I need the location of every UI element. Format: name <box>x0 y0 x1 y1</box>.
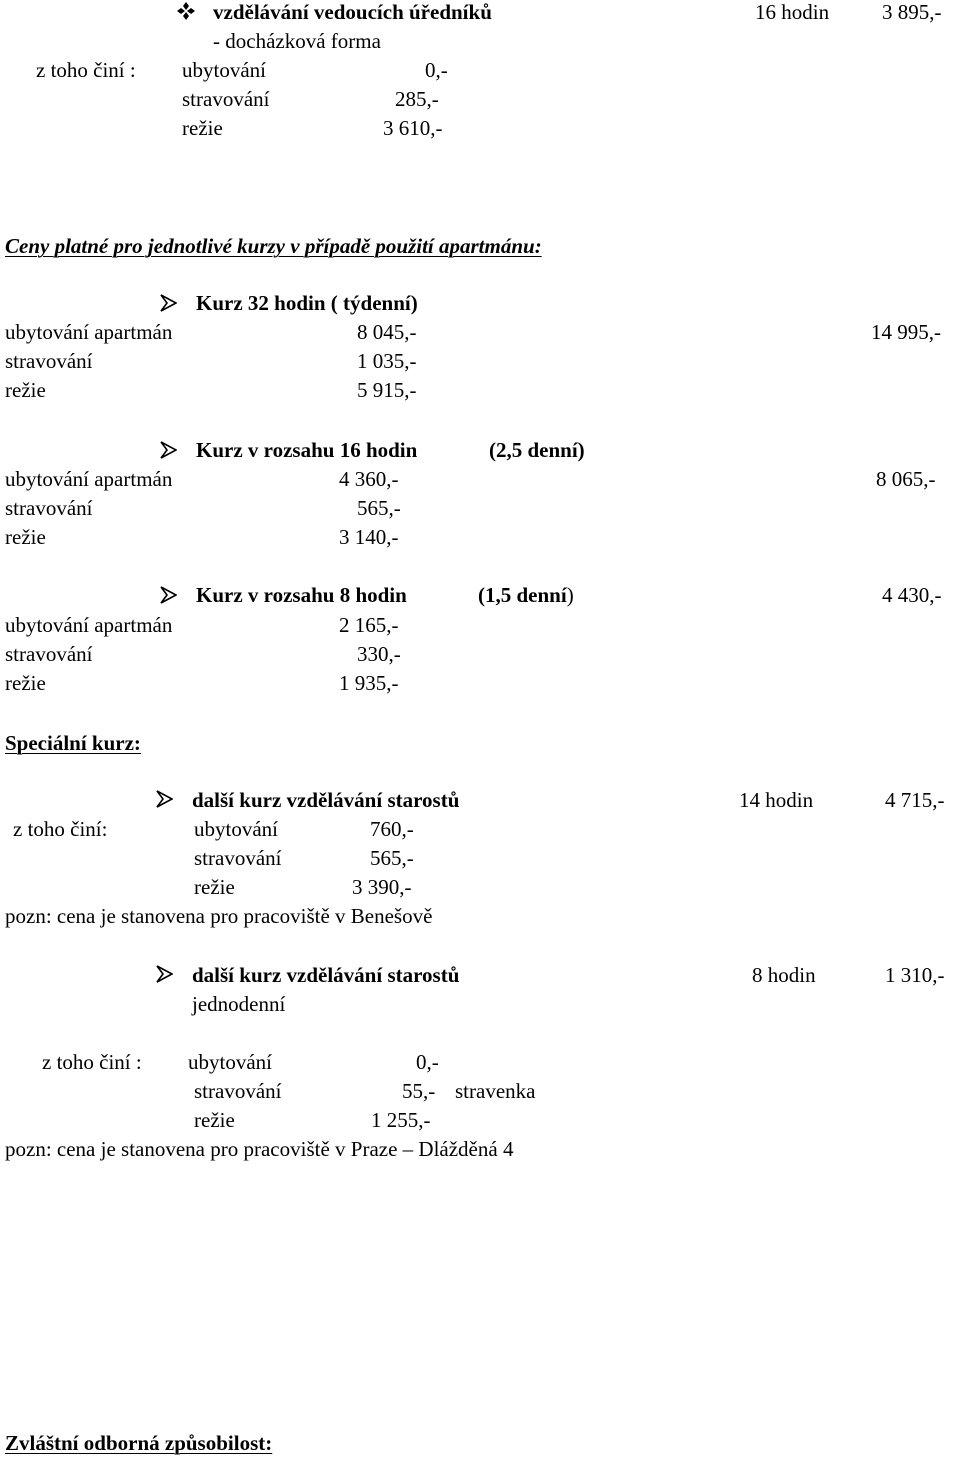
course-total: 3 895,- <box>882 0 942 24</box>
row-label: ubytování apartmán <box>5 320 173 344</box>
row-value: 1 035,- <box>357 349 417 373</box>
course-total: 1 310,- <box>885 963 945 987</box>
course-hours: 16 hodin <box>755 0 830 24</box>
row-label: režie <box>5 378 46 402</box>
row-label: ubytování <box>188 1050 272 1074</box>
row-value: 0,- <box>416 1050 439 1074</box>
arrow-bullet-icon <box>159 441 177 459</box>
course-duration-note: (2,5 denní) <box>489 438 585 462</box>
qualification-heading: Zvláštní odborná způsobilost: <box>5 1431 273 1455</box>
row-value: 3 610,- <box>383 116 443 140</box>
row-value: 8 045,- <box>357 320 417 344</box>
course-hours: 8 hodin <box>752 963 816 987</box>
apartment-section-heading: Ceny platné pro jednotlivé kurzy v případě použití apartmánu: <box>5 234 542 258</box>
row-value: 1 255,- <box>371 1108 431 1132</box>
course-subtitle: - docházková forma <box>213 29 381 53</box>
row-value: 1 935,- <box>339 671 399 695</box>
course-total: 8 065,- <box>876 467 936 491</box>
course-title: další kurz vzdělávání starostů <box>192 788 460 812</box>
row-label: stravování <box>5 496 93 520</box>
location-note: pozn: cena je stanovena pro pracoviště v Benešově <box>5 904 433 928</box>
duration-note-bold: (1,5 denní <box>478 583 567 607</box>
arrow-bullet-icon <box>159 586 177 604</box>
course-total: 4 430,- <box>882 583 942 607</box>
row-label: stravování <box>194 1079 282 1103</box>
row-value: 0,- <box>425 58 448 82</box>
row-label: ubytování apartmán <box>5 613 173 637</box>
course-title: další kurz vzdělávání starostů <box>192 963 460 987</box>
row-value: 5 915,- <box>357 378 417 402</box>
row-value: 4 360,- <box>339 467 399 491</box>
row-label: ubytování apartmán <box>5 467 173 491</box>
diamond-bullet-icon <box>176 1 196 21</box>
row-label: stravování <box>182 87 270 111</box>
row-value: 565,- <box>370 846 414 870</box>
course-total: 14 995,- <box>871 320 941 344</box>
row-label: stravování <box>5 642 93 666</box>
course-total: 4 715,- <box>885 788 945 812</box>
course-title: Kurz 32 hodin ( týdenní) <box>196 291 418 315</box>
row-value: 285,- <box>395 87 439 111</box>
row-label: režie <box>5 671 46 695</box>
course-subtitle: jednodenní <box>192 992 286 1016</box>
of-which-label: z toho činí : <box>36 58 136 82</box>
row-label: ubytování <box>194 817 278 841</box>
row-label: režie <box>182 116 223 140</box>
row-value: 760,- <box>370 817 414 841</box>
course-hours: 14 hodin <box>739 788 814 812</box>
location-note: pozn: cena je stanovena pro pracoviště v Praze – Dlážděná 4 <box>5 1137 514 1161</box>
duration-note-end: ) <box>566 583 574 607</box>
row-label: režie <box>5 525 46 549</box>
special-course-heading: Speciální kurz: <box>5 731 141 755</box>
row-value: 3 140,- <box>339 525 399 549</box>
arrow-bullet-icon <box>159 294 177 312</box>
row-label: ubytování <box>182 58 266 82</box>
course-title: Kurz v rozsahu 8 hodin <box>196 583 407 607</box>
row-value: 55,- <box>402 1079 436 1103</box>
row-value: 565,- <box>357 496 401 520</box>
row-value: 3 390,- <box>352 875 412 899</box>
of-which-label: z toho činí : <box>42 1050 142 1074</box>
course-duration-note <box>478 583 574 607</box>
row-value: 330,- <box>357 642 401 666</box>
row-extra: stravenka <box>455 1079 536 1103</box>
course-title: vzdělávání vedoucích úředníků <box>213 0 492 24</box>
course-title: Kurz v rozsahu 16 hodin <box>196 438 418 462</box>
row-label: stravování <box>5 349 93 373</box>
row-label: režie <box>194 875 235 899</box>
row-label: stravování <box>194 846 282 870</box>
arrow-bullet-icon <box>155 790 173 808</box>
arrow-bullet-icon <box>155 965 173 983</box>
of-which-label: z toho činí: <box>13 817 108 841</box>
row-label: režie <box>194 1108 235 1132</box>
row-value: 2 165,- <box>339 613 399 637</box>
